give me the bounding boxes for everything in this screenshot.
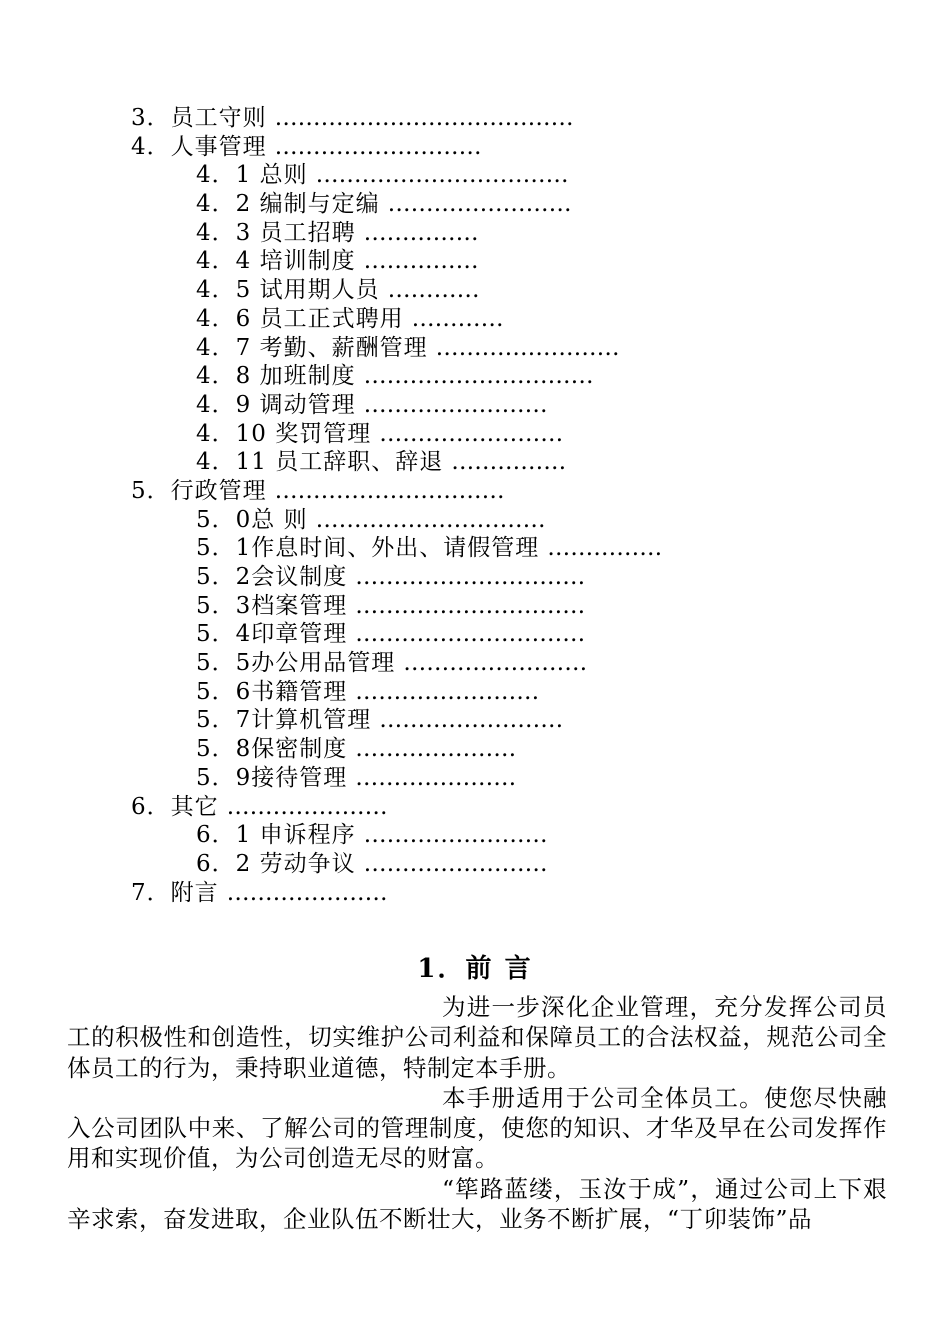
toc-entry-label: 5．7计算机管理	[196, 707, 372, 734]
toc-entry	[0, 477, 950, 506]
toc-entry-label: 5．5办公用品管理	[196, 650, 396, 677]
toc-leader-dots: …………	[387, 277, 480, 304]
toc-leader-dots: ……………………………	[315, 162, 569, 189]
toc-entry	[0, 764, 950, 793]
toc-entry	[0, 104, 950, 133]
toc-leader-dots: ……………………	[363, 850, 548, 877]
toc-leader-dots: ………………………	[274, 133, 482, 160]
toc-entry-label: 6．1 申诉程序	[196, 822, 356, 849]
toc-entry-label: 4．10 奖罚管理	[196, 420, 372, 447]
toc-entry	[0, 161, 950, 190]
toc-entry	[0, 620, 950, 649]
toc-leader-dots: ……………………	[363, 822, 548, 849]
toc-entry-label: 5．行政管理	[131, 477, 267, 504]
toc-entry	[0, 706, 950, 735]
toc-entry	[0, 362, 950, 391]
section-body	[67, 992, 887, 1234]
toc-entry	[0, 334, 950, 363]
toc-leader-dots: …………	[411, 305, 504, 332]
toc-entry-label: 4．4 培训制度	[196, 248, 356, 275]
toc-leader-dots: ……………………	[387, 191, 572, 218]
paragraph-3: “筚路蓝缕，玉汝于成”，通过公司上下艰辛求索，奋发进取，企业队伍不断壮大，业务不断扩展，“丁卯装饰”品	[67, 1174, 887, 1234]
toc-entry-label: 4．9 调动管理	[196, 391, 356, 418]
toc-entry-label: 6．2 劳动争议	[196, 850, 356, 877]
toc-entry-label: 6．其它	[131, 793, 219, 820]
toc-entry	[0, 247, 950, 276]
toc-entry-label: 5．4印章管理	[196, 621, 348, 648]
toc-leader-dots: …………………	[226, 879, 388, 906]
toc-entry	[0, 649, 950, 678]
toc-entry	[0, 420, 950, 449]
toc-entry	[0, 448, 950, 477]
toc-entry-label: 4．2 编制与定编	[196, 191, 380, 218]
table-of-contents	[0, 104, 950, 907]
toc-leader-dots: …………………………	[355, 592, 586, 619]
section-heading: 1．前 言	[417, 954, 533, 984]
toc-entry	[0, 534, 950, 563]
toc-leader-dots: …………………	[355, 764, 517, 791]
toc-leader-dots: …………………………	[274, 477, 505, 504]
toc-leader-dots: ……………………	[403, 650, 588, 677]
paragraph-1: 为进一步深化企业管理，充分发挥公司员工的积极性和创造性，切实维护公司利益和保障员工的合法权益，规范公司全体员工的行为，秉持职业道德，特制定本手册。	[67, 993, 887, 1082]
toc-entry	[0, 506, 950, 535]
toc-entry-label: 5．0总 则	[196, 506, 308, 533]
toc-entry-label: 5．3档案管理	[196, 592, 348, 619]
toc-entry	[0, 190, 950, 219]
toc-entry	[0, 305, 950, 334]
toc-entry-label: 4．8 加班制度	[196, 363, 356, 390]
toc-entry-label: 7．附言	[131, 879, 219, 906]
toc-entry	[0, 563, 950, 592]
toc-leader-dots: ……………………	[355, 678, 540, 705]
toc-entry-label: 4．6 员工正式聘用	[196, 305, 404, 332]
toc-leader-dots: ……………	[547, 535, 663, 562]
toc-leader-dots: ……………………	[379, 707, 564, 734]
toc-entry-label: 4．3 员工招聘	[196, 219, 356, 246]
toc-leader-dots: …………………	[355, 736, 517, 763]
toc-entry-label: 4．5 试用期人员	[196, 277, 380, 304]
toc-entry-label: 4．人事管理	[131, 133, 267, 160]
toc-entry	[0, 276, 950, 305]
toc-entry-label: 4．7 考勤、薪酬管理	[196, 334, 428, 361]
toc-entry-label: 5．2会议制度	[196, 564, 348, 590]
toc-entry	[0, 850, 950, 879]
toc-entry	[0, 793, 950, 822]
toc-entry	[0, 821, 950, 850]
toc-entry-label: 4．1 总则	[196, 162, 308, 189]
toc-leader-dots: …………………	[226, 793, 388, 820]
toc-entry	[0, 391, 950, 420]
toc-leader-dots: …………………………………	[274, 105, 574, 131]
toc-entry	[0, 133, 950, 162]
toc-leader-dots: …………………………	[363, 363, 594, 390]
toc-entry-label: 5．8保密制度	[196, 736, 348, 763]
toc-leader-dots: ……………………	[363, 391, 548, 418]
toc-entry-label: 3．员工守则	[131, 105, 267, 131]
toc-entry-label: 5．6书籍管理	[196, 678, 348, 705]
toc-leader-dots: ……………	[363, 219, 479, 246]
toc-leader-dots: …………………………	[315, 506, 546, 533]
toc-leader-dots: ……………	[451, 449, 567, 476]
toc-entry	[0, 678, 950, 707]
toc-leader-dots: ……………………	[435, 334, 620, 361]
toc-entry	[0, 735, 950, 764]
toc-entry	[0, 219, 950, 248]
toc-leader-dots: …………………………	[355, 564, 586, 590]
toc-entry-label: 5．9接待管理	[196, 764, 348, 791]
toc-entry-label: 5．1作息时间、外出、请假管理	[196, 535, 540, 562]
toc-entry-label: 4．11 员工辞职、辞退	[196, 449, 444, 476]
toc-entry	[0, 592, 950, 621]
paragraph-2: 本手册适用于公司全体员工。使您尽快融入公司团队中来、了解公司的管理制度，使您的知识、才华及早在公司发挥作用和实现价值，为公司创造无尽的财富。	[67, 1083, 887, 1173]
toc-leader-dots: ……………………	[379, 420, 564, 447]
toc-entry	[0, 879, 950, 908]
toc-leader-dots: ……………	[363, 248, 479, 275]
toc-leader-dots: …………………………	[355, 621, 586, 648]
